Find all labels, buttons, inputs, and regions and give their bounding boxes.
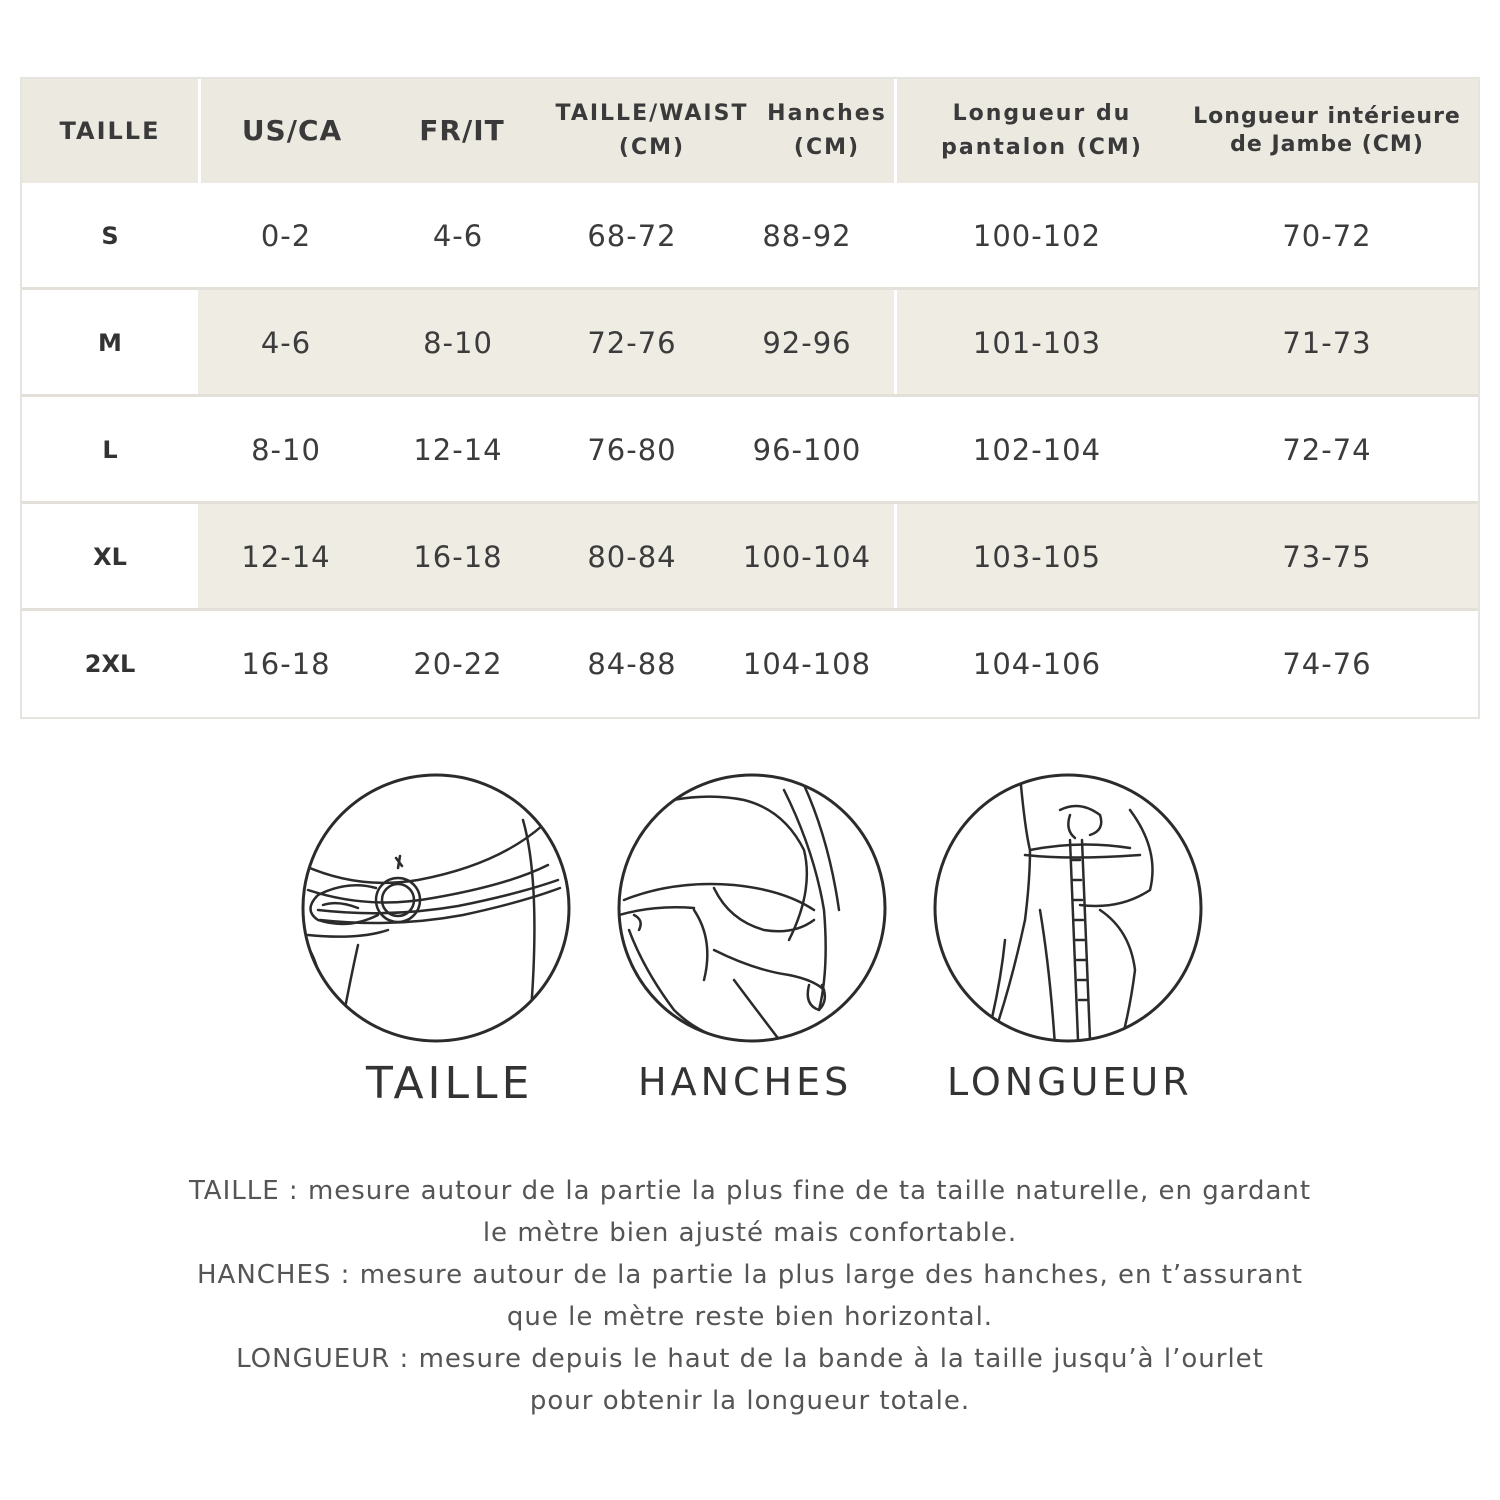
longueur-cell: 101-103 <box>972 326 1102 360</box>
hips-label: HANCHES <box>638 1060 853 1104</box>
waist-cell: 80-84 <box>587 540 677 574</box>
size-cell: S <box>101 222 119 250</box>
note-taille-2: le mètre bien ajusté mais confortable. <box>482 1218 1018 1248</box>
waist-cell: 76-80 <box>587 433 677 467</box>
frit-cell: 20-22 <box>413 647 503 681</box>
longueur-cell: 102-104 <box>972 433 1102 467</box>
note-hanches-1: HANCHES : mesure autour de la partie la plus large des hanches, en t’assurant <box>196 1260 1303 1290</box>
table-header-row <box>22 79 1478 183</box>
table-row-s <box>22 183 1478 289</box>
jambe-cell: 74-76 <box>1282 647 1372 681</box>
frit-cell: 4-6 <box>432 219 484 253</box>
size-cell: L <box>102 436 118 464</box>
header-jambe: Longueur intérieure de Jambe (CM) <box>1193 104 1461 157</box>
size-cell: 2XL <box>84 650 136 678</box>
longueur-cell: 104-106 <box>972 647 1102 681</box>
header-longueur: Longueur du pantalon (CM) <box>941 101 1143 160</box>
length-label: LONGUEUR <box>947 1060 1193 1104</box>
usca-cell: 4-6 <box>260 326 312 360</box>
usca-cell: 8-10 <box>251 433 321 467</box>
hanches-cell: 100-104 <box>742 540 872 574</box>
usca-cell: 0-2 <box>260 219 312 253</box>
hanches-cell: 92-96 <box>762 326 852 360</box>
measurement-notes <box>150 1170 1350 1422</box>
jambe-cell: 72-74 <box>1282 433 1372 467</box>
note-hanches-2: que le mètre reste bien horizontal. <box>506 1302 994 1332</box>
waist-label: TAILLE <box>366 1058 534 1109</box>
hips-diagram <box>614 770 890 1046</box>
header-frit: FR/IT <box>419 114 505 147</box>
hanches-cell: 104-108 <box>742 647 872 681</box>
hanches-cell: 96-100 <box>752 433 862 467</box>
header-usca: US/CA <box>241 114 343 147</box>
table-row-2xl <box>22 611 1478 717</box>
length-measure-icon <box>930 770 1206 1046</box>
usca-cell: 12-14 <box>241 540 331 574</box>
note-longueur-2: pour obtenir la longueur totale. <box>529 1386 971 1416</box>
hips-measure-icon <box>614 770 890 1046</box>
header-hanches: Hanches (CM) <box>767 101 887 160</box>
longueur-cell: 100-102 <box>972 219 1102 253</box>
header-waist: TAILLE/WAIST (CM) <box>555 101 749 160</box>
note-taille-1: TAILLE : mesure autour de la partie la plus fine de ta taille naturelle, en gardant <box>188 1176 1312 1206</box>
table-row-xl <box>22 504 1478 610</box>
note-longueur-1: LONGUEUR : mesure depuis le haut de la bande à la taille jusqu’à l’ourlet <box>236 1344 1264 1374</box>
waist-cell: 68-72 <box>587 219 677 253</box>
usca-cell: 16-18 <box>241 647 331 681</box>
jambe-cell: 70-72 <box>1282 219 1372 253</box>
jambe-cell: 71-73 <box>1282 326 1372 360</box>
hanches-cell: 88-92 <box>762 219 852 253</box>
header-taille: TAILLE <box>59 117 161 145</box>
waist-diagram <box>298 770 574 1046</box>
longueur-cell: 103-105 <box>972 540 1102 574</box>
frit-cell: 8-10 <box>423 326 493 360</box>
size-cell: XL <box>22 504 198 610</box>
waist-cell: 84-88 <box>587 647 677 681</box>
table-row-m <box>22 290 1478 396</box>
frit-cell: 16-18 <box>413 540 503 574</box>
jambe-cell: 73-75 <box>1282 540 1372 574</box>
waist-measure-icon <box>298 770 574 1046</box>
length-diagram <box>930 770 1206 1046</box>
size-table <box>20 77 1480 719</box>
waist-cell: 72-76 <box>587 326 677 360</box>
size-cell: M <box>22 290 198 396</box>
frit-cell: 12-14 <box>413 433 503 467</box>
table-row-l <box>22 397 1478 503</box>
